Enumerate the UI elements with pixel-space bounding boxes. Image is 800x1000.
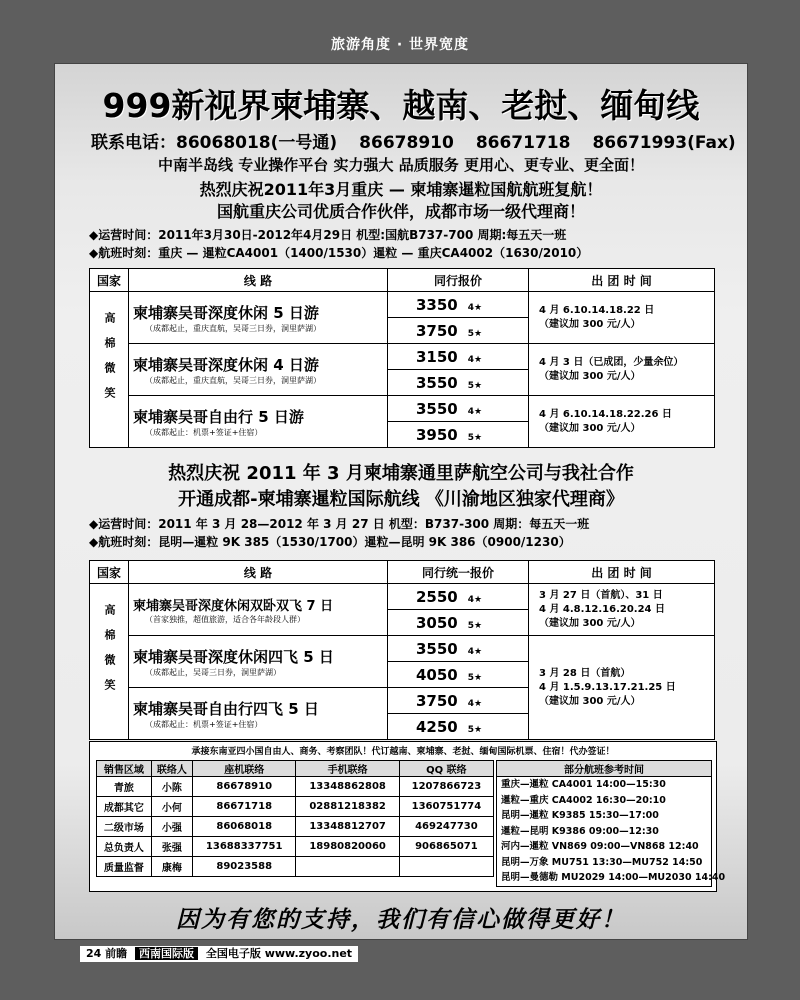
phone-2: 86678910 xyxy=(359,133,454,153)
price: 3550 xyxy=(416,399,458,418)
route-name: 柬埔寨吴哥深度休闲 4 日游 xyxy=(133,355,319,374)
flight-reference-list xyxy=(496,760,726,887)
celebration-2-line1: 热烈庆祝 2011 年 3 月柬埔寨通里萨航空公司与我社合作 xyxy=(168,463,634,484)
section-name: 前瞻 xyxy=(105,947,128,960)
dates-cell xyxy=(529,396,715,448)
dates-cell xyxy=(529,292,715,344)
dates-cell xyxy=(529,584,715,636)
route-name: 柬埔寨吴哥深度休闲四飞 5 日 xyxy=(133,647,334,666)
fax: 86671993(Fax) xyxy=(592,133,736,153)
region: 质量监督 xyxy=(97,857,152,877)
route-note: （成都起止：机票+签证+住宿） xyxy=(145,427,263,437)
star-grade: 4★ xyxy=(467,354,483,365)
route-note: （成都起止：机票+签证+住宿） xyxy=(145,719,263,729)
route-note: （成都起止，重庆直航，吴哥三日券，洞里萨湖） xyxy=(145,375,321,385)
route-note: （成都起止，吴哥三日券，洞里萨湖） xyxy=(145,667,281,677)
suggest-price: （建议加 300 元/人） xyxy=(539,422,641,434)
col-price: 同行报价 xyxy=(388,269,529,292)
country-label: 高棉微笑 xyxy=(103,603,116,704)
list-item: 河内—暹粒 VN869 09:00—VN868 12:40 xyxy=(501,841,699,852)
ad-title: 999新视界柬埔寨、越南、老挝、缅甸线 xyxy=(102,86,700,125)
contact-label: 联系电话： xyxy=(91,133,176,153)
list-item: 昆明—暹粒 K9385 15:30—17:00 xyxy=(501,810,659,821)
table-row xyxy=(90,636,715,662)
magazine-header: 旅游角度 · 世界宽度 xyxy=(330,37,470,53)
price: 3750 xyxy=(416,321,458,340)
route-cell xyxy=(129,688,388,740)
price-cell xyxy=(388,344,529,370)
qq: 469247730 xyxy=(399,817,493,837)
route-cell xyxy=(129,636,388,688)
route-name: 柬埔寨吴哥自由行四飞 5 日 xyxy=(133,699,319,718)
page-number: 24 xyxy=(86,947,102,960)
country-cell xyxy=(90,584,129,740)
price-cell xyxy=(388,422,529,448)
route-cell xyxy=(129,344,388,396)
suggest-price: （建议加 300 元/人） xyxy=(539,617,641,629)
price-cell xyxy=(388,584,529,610)
landline: 13688337751 xyxy=(193,837,296,857)
region: 成都其它 xyxy=(97,797,152,817)
landline: 86068018 xyxy=(193,817,296,837)
contact-person: 小强 xyxy=(151,817,192,837)
price-cell xyxy=(388,292,529,318)
star-grade: 4★ xyxy=(467,302,483,313)
col-mobile: 手机联络 xyxy=(296,761,399,777)
departure-dates: 4 月 6.10.14.18.22.26 日 xyxy=(539,408,672,420)
col-country: 国家 xyxy=(90,269,129,292)
table-header xyxy=(97,761,494,777)
table-row xyxy=(90,584,715,610)
mobile: 13348862808 xyxy=(296,777,399,797)
star-grade: 5★ xyxy=(467,380,483,391)
price: 4250 xyxy=(416,717,458,736)
price: 2550 xyxy=(416,587,458,606)
route-note: （成都起止，重庆直航，吴哥三日券，洞里萨湖） xyxy=(145,323,321,333)
star-grade: 5★ xyxy=(467,620,483,631)
departure-dates: 4 月 1.5.9.13.17.21.25 日 xyxy=(539,681,676,693)
star-grade: 4★ xyxy=(467,406,483,417)
operation-period-1: ◆运营时间：2011年3月30日-2012年4月29日 机型:国航B737-700 周期:每五天一班 xyxy=(89,228,567,242)
col-price: 同行统一报价 xyxy=(388,561,529,584)
region: 二级市场 xyxy=(97,817,152,837)
route-cell xyxy=(129,292,388,344)
list-item: 暹粒—重庆 CA4002 16:30—20:10 xyxy=(501,794,666,806)
landline: 89023588 xyxy=(193,857,296,877)
tagline: 中南半岛线 专业操作平台 实力强大 品质服务 更用心、更专业、更全面！ xyxy=(158,156,644,174)
route-name: 柬埔寨吴哥深度休闲双卧双飞 7 日 xyxy=(133,598,334,614)
departure-dates: 4 月 3 日（已成团，少量余位） xyxy=(539,356,684,368)
col-qq: QQ 联络 xyxy=(399,761,493,777)
route-cell xyxy=(129,584,388,636)
sales-contacts-box xyxy=(89,741,726,892)
flight-schedule-1: ◆航班时刻：重庆 — 暹粒CA4001（1400/1530）暹粒 — 重庆CA4002（1630/2010） xyxy=(89,246,589,260)
col-region: 销售区域 xyxy=(97,761,152,777)
list-item: 重庆—暹粒 CA4001 14:00—15:30 xyxy=(501,779,666,790)
service-notice: 承接东南亚四小国自由人、商务、考察团队！代订越南、柬埔寨、老挝、缅甸国际机票、住宿！代办签证！ xyxy=(191,747,615,757)
mobile: 13348812707 xyxy=(296,817,399,837)
departure-dates: 3 月 27 日（首航）、31 日 xyxy=(539,589,663,601)
tour-price-table-2 xyxy=(89,560,715,740)
celebration-2 xyxy=(55,461,747,513)
table-row xyxy=(90,344,715,370)
price-cell xyxy=(388,610,529,636)
table-row xyxy=(97,797,494,817)
edition-label: 全国电子版 xyxy=(205,947,261,960)
operation-period-2: ◆运营时间：2011 年 3 月 28—2012 年 3 月 27 日 机型：B737-300 周期：每五天一班 xyxy=(89,517,590,531)
table-header xyxy=(90,269,715,292)
price: 4050 xyxy=(416,665,458,684)
slogan: 因为有您的支持，我们有信心做得更好！ xyxy=(176,906,626,933)
list-item: 昆明—曼德勒 MU2029 14:00—MU2030 14:40 xyxy=(501,872,726,883)
celebration-1-line1: 热烈庆祝2011年3月重庆 — 柬埔寨暹粒国航航班复航！ xyxy=(199,180,603,199)
landline: 86678910 xyxy=(193,777,296,797)
table-row xyxy=(97,817,494,837)
contact-person: 小陈 xyxy=(151,777,192,797)
contact-person: 张强 xyxy=(151,837,192,857)
table-row xyxy=(97,777,494,797)
star-grade: 4★ xyxy=(467,646,483,657)
list-item: 暹粒—昆明 K9386 09:00—12:30 xyxy=(501,825,659,837)
price-cell xyxy=(388,370,529,396)
advertisement-page xyxy=(54,63,748,940)
price: 3150 xyxy=(416,347,458,366)
col-route: 线 路 xyxy=(129,269,388,292)
departure-dates: 4 月 6.10.14.18.22 日 xyxy=(539,304,655,316)
price: 3550 xyxy=(416,373,458,392)
celebration-2-line2: 开通成都-柬埔寨暹粒国际航线 《川渝地区独家代理商》 xyxy=(178,489,624,510)
table-row xyxy=(97,837,494,857)
price: 3350 xyxy=(416,295,458,314)
table-row xyxy=(97,857,494,877)
price-cell xyxy=(388,318,529,344)
col-dates: 出 团 时 间 xyxy=(529,269,715,292)
sales-contacts-table xyxy=(96,760,494,877)
region: 青旅 xyxy=(97,777,152,797)
website-link[interactable]: www.zyoo.net xyxy=(264,947,353,960)
price-cell xyxy=(388,396,529,422)
star-grade: 5★ xyxy=(467,328,483,339)
contact-person: 康梅 xyxy=(151,857,192,877)
route-note: （首家独推，超值旅游，适合各年龄段人群） xyxy=(145,614,305,624)
star-grade: 5★ xyxy=(467,672,483,683)
price: 3750 xyxy=(416,691,458,710)
dates-cell xyxy=(529,344,715,396)
celebration-1 xyxy=(55,179,747,223)
route-cell xyxy=(129,396,388,448)
route-name: 柬埔寨吴哥自由行 5 日游 xyxy=(133,407,304,426)
departure-dates: 3 月 28 日（首航） xyxy=(539,667,631,679)
landline: 86671718 xyxy=(193,797,296,817)
price: 3950 xyxy=(416,425,458,444)
mobile: 02881218382 xyxy=(296,797,399,817)
price-cell xyxy=(388,688,529,714)
price-cell xyxy=(388,662,529,688)
page-footer xyxy=(80,946,358,962)
col-country: 国家 xyxy=(90,561,129,584)
suggest-price: （建议加 300 元/人） xyxy=(539,370,641,382)
qq xyxy=(399,857,493,877)
mobile: 18980820060 xyxy=(296,837,399,857)
suggest-price: （建议加 300 元/人） xyxy=(539,695,641,707)
celebration-1-line2: 国航重庆公司优质合作伙伴，成都市场一级代理商！ xyxy=(216,202,585,221)
dates-cell xyxy=(529,636,715,740)
price-cell xyxy=(388,714,529,740)
flights-title: 部分航班参考时间 xyxy=(497,761,711,777)
suggest-price: （建议加 300 元/人） xyxy=(539,318,641,330)
col-route: 线 路 xyxy=(129,561,388,584)
col-contact: 联络人 xyxy=(151,761,192,777)
contact-person: 小何 xyxy=(151,797,192,817)
table-row xyxy=(90,396,715,422)
flight-schedule-2: ◆航班时刻：昆明—暹粒 9K 385（1530/1700）暹粒—昆明 9K 386（0900/1230） xyxy=(89,535,571,549)
contact-phones xyxy=(91,128,758,153)
phone-3: 86671718 xyxy=(475,133,571,153)
list-item: 昆明—万象 MU751 13:30—MU752 14:50 xyxy=(501,856,703,868)
edition-brand: 西南国际版 xyxy=(135,947,198,960)
table-header xyxy=(90,561,715,584)
col-dates: 出 团 时 间 xyxy=(529,561,715,584)
route-name: 柬埔寨吴哥深度休闲 5 日游 xyxy=(133,303,319,322)
tour-price-table-1 xyxy=(89,268,715,448)
phone-1: 86068018(一号通) xyxy=(176,133,338,153)
qq: 906865071 xyxy=(399,837,493,857)
region: 总负责人 xyxy=(97,837,152,857)
star-grade: 4★ xyxy=(467,698,483,709)
mobile xyxy=(296,857,399,877)
star-grade: 5★ xyxy=(467,432,483,443)
qq: 1360751774 xyxy=(399,797,493,817)
star-grade: 4★ xyxy=(467,594,483,605)
price-cell xyxy=(388,636,529,662)
departure-dates: 4 月 4.8.12.16.20.24 日 xyxy=(539,603,665,615)
table-row xyxy=(90,292,715,318)
country-label: 高棉微笑 xyxy=(103,311,116,412)
col-landline: 座机联络 xyxy=(193,761,296,777)
price: 3050 xyxy=(416,613,458,632)
star-grade: 5★ xyxy=(467,724,483,735)
price: 3550 xyxy=(416,639,458,658)
qq: 1207866723 xyxy=(399,777,493,797)
country-cell xyxy=(90,292,129,448)
